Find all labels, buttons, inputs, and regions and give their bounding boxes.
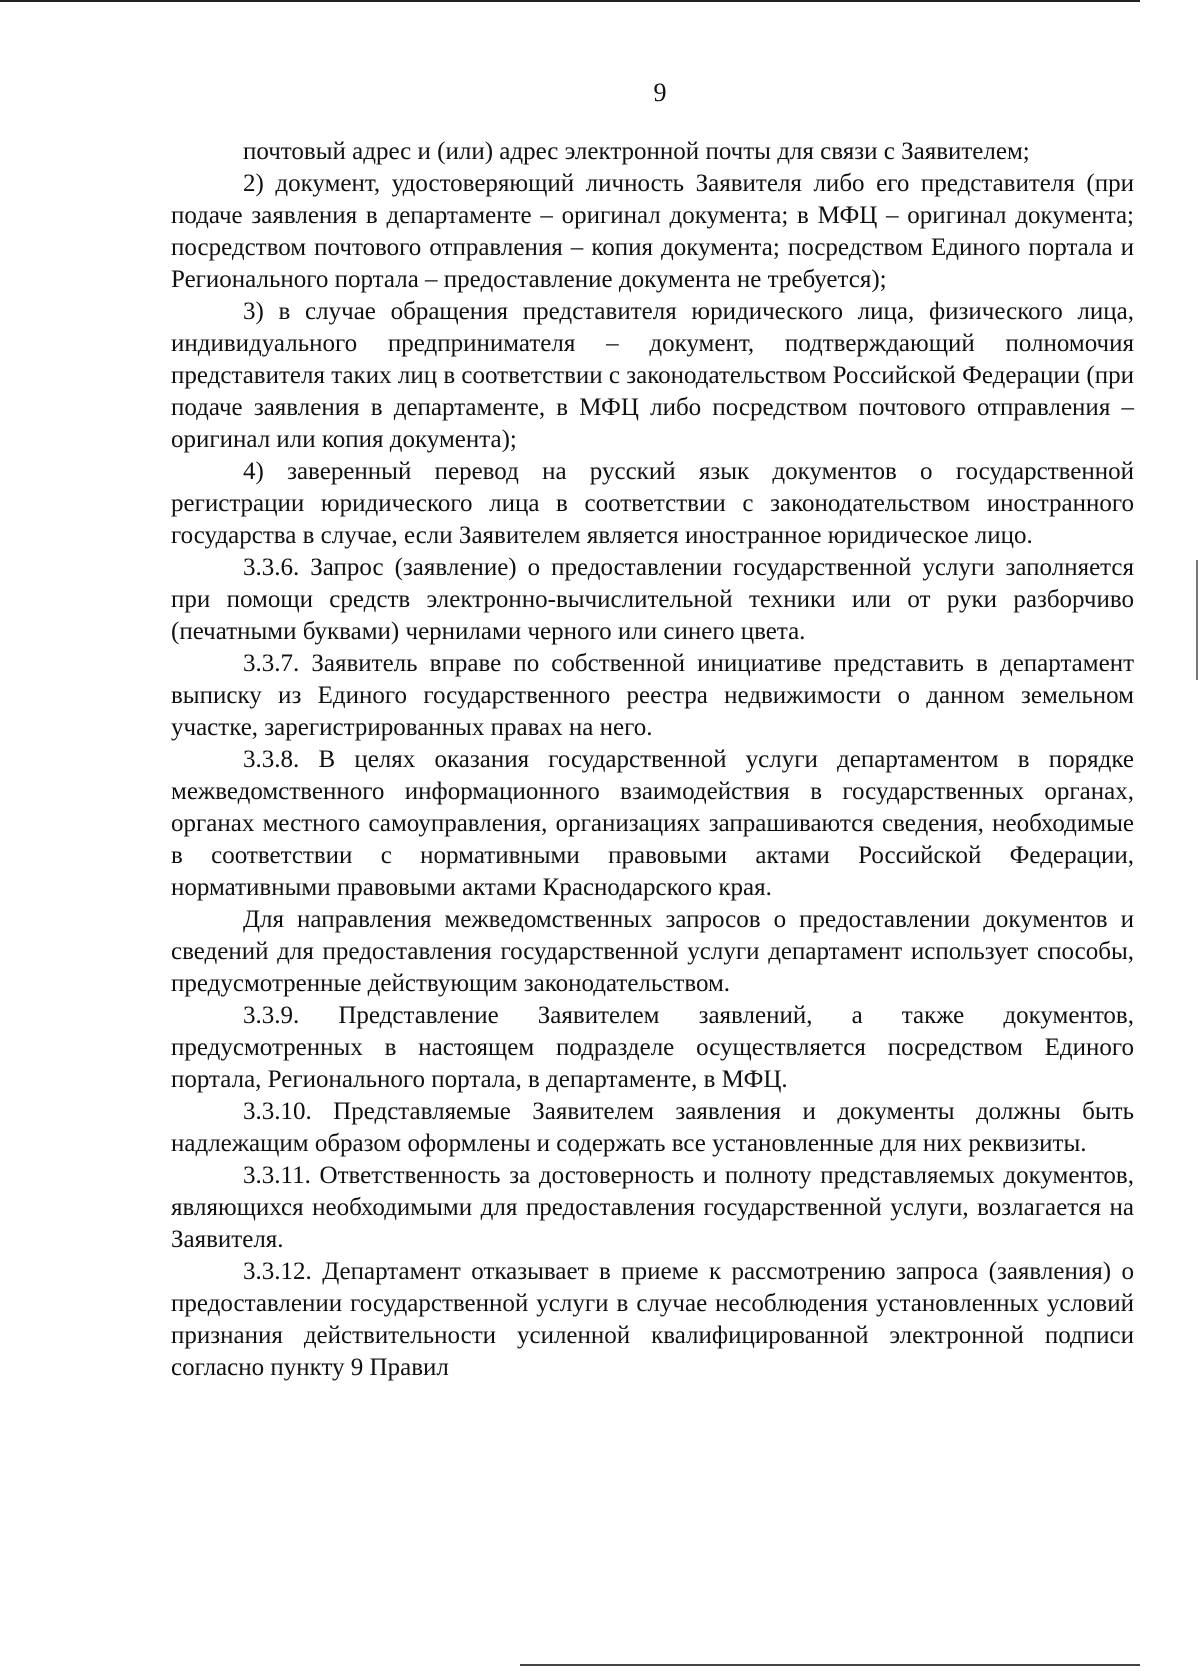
paragraph-representative-authority: 3) в случае обращения представителя юридического лица, физического лица, индивидуального предпринимателя – документ, подтверждающий полномочия представителя таких лиц в соответствии с законодательством Российской Федерации (при подаче заявления в департаменте, в МФЦ либо посредством почтового отправления – оригинал или копия документа);: [171, 298, 1134, 453]
scan-right-edge: [1196, 560, 1198, 680]
paragraph-contact-address: почтовый адрес и (или) адрес электронной почты для связи с Заявителем;: [243, 138, 1030, 165]
paragraph-3-3-6: 3.3.6. Запрос (заявление) о предоставлении государственной услуги заполняется при помощи средств электронно-вычислительной техники или от руки разборчиво (печатными буквами) чернилами черного или синего цвета.: [171, 554, 1134, 645]
paragraph-interagency-requests: Для направления межведомственных запросов о предоставлении документов и сведений для предоставления государственной услуги департамент использует способы, предусмотренные действующим законодательством.: [171, 906, 1134, 997]
document-body: [171, 136, 1134, 1384]
paragraph-3-3-9: 3.3.9. Представление Заявителем заявлений, а также документов, предусмотренных в настоящем подразделе осуществляется посредством Единого портала, Регионального портала, в департаменте, в МФЦ.: [171, 1002, 1134, 1093]
paragraph-3-3-12: 3.3.12. Департамент отказывает в приеме к рассмотрению запроса (заявления) о предоставлении государственной услуги в случае несоблюдения установленных условий признания действительности усиленной квалифицированной электронной подписи согласно пункту 9 Правил: [171, 1258, 1134, 1381]
scan-top-edge: [0, 0, 1140, 2]
paragraph-3-3-11: 3.3.11. Ответственность за достоверность и полноту представляемых документов, являющихся необходимыми для предоставления государственной услуги, возлагается на Заявителя.: [171, 1162, 1134, 1253]
paragraph-identity-document: 2) документ, удостоверяющий личность Заявителя либо его представителя (при подаче заявления в департаменте – оригинал документа; в МФЦ – оригинал документа; посредством почтового отправления – копия документа; посредством Единого портала и Регионального портала – предоставление документа не требуется);: [171, 170, 1134, 293]
paragraph-3-3-7: 3.3.7. Заявитель вправе по собственной инициативе представить в департамент выписку из Единого государственного реестра недвижимости о данном земельном участке, зарегистрированных правах на него.: [171, 650, 1134, 741]
page-number: 9: [653, 78, 667, 107]
paragraph-3-3-10: 3.3.10. Представляемые Заявителем заявления и документы должны быть надлежащим образом оформлены и содержать все установленные для них реквизиты.: [171, 1098, 1134, 1157]
scan-bottom-edge: [520, 1664, 1140, 1666]
paragraph-3-3-8: 3.3.8. В целях оказания государственной услуги департаментом в порядке межведомственного информационного взаимодействия в государственных органах, органах местного самоуправления, организациях запрашиваются сведения, необходимые в соответствии с нормативными правовыми актами Российской Федерации, нормативными правовыми актами Краснодарского края.: [171, 746, 1134, 901]
paragraph-certified-translation: 4) заверенный перевод на русский язык документов о государственной регистрации юридического лица в соответствии с законодательством иностранного государства в случае, если Заявителем является иностранное юридическое лицо.: [171, 458, 1134, 549]
